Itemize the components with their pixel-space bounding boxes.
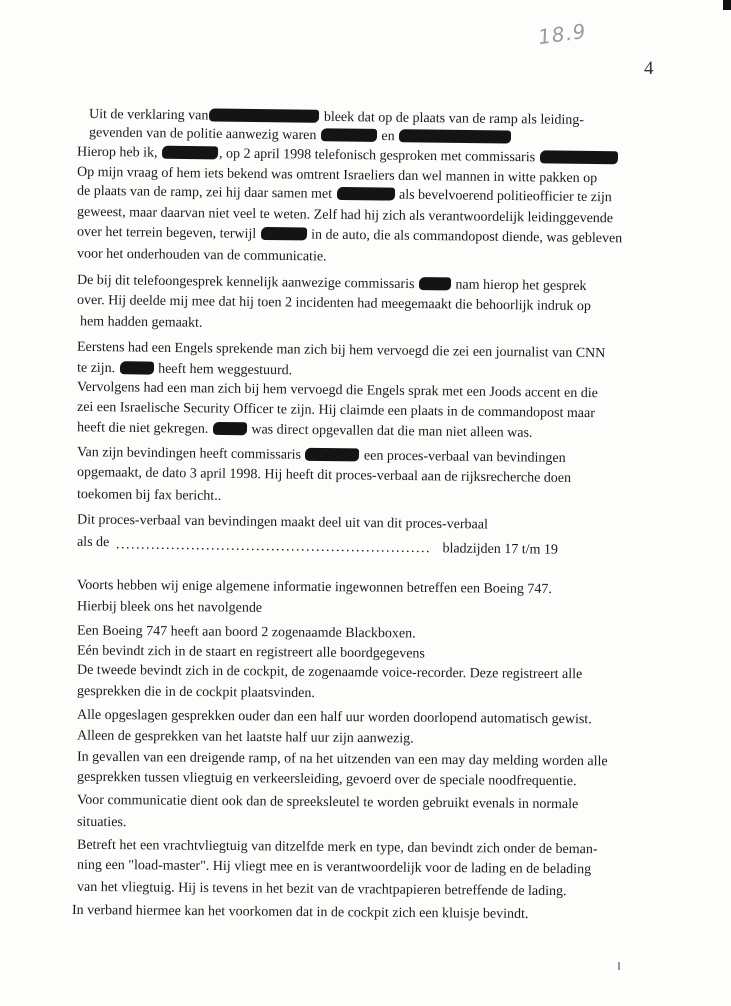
text-line bbox=[77, 880, 567, 900]
line-text: ning een "load-master". Hij vliegt mee en is verantwoordelijk voor de lading en de belading bbox=[76, 857, 592, 878]
line-text: gevenden van de politie aanwezig waren bbox=[88, 125, 321, 144]
text-line bbox=[77, 225, 622, 248]
line-text: hem hadden gemaakt. bbox=[79, 314, 203, 331]
text-line bbox=[77, 246, 327, 265]
text-line bbox=[77, 643, 425, 662]
line-text: gesprekken die in de cockpit plaatsvinden. bbox=[76, 683, 316, 702]
text-line bbox=[77, 293, 591, 315]
handwritten-note: 18.9 bbox=[536, 18, 588, 50]
text-line bbox=[77, 858, 591, 878]
line-text: voor het onderhouden van de communicatie. bbox=[76, 246, 327, 265]
line-text: , op 2 april 1998 telefonisch gesproken met commissaris bbox=[218, 146, 539, 166]
text-line bbox=[77, 420, 533, 442]
line-text: Eerstens had een Engels sprekende man zich bij hem vervoegd die zei een journalist van CNN bbox=[76, 339, 606, 362]
line-text: Eén bevindt zich in de staart en registreert alle boordgegevens bbox=[76, 643, 425, 662]
line-text: Een Boeing 747 heeft aan boord 2 zogenaamde Blackboxen. bbox=[76, 623, 416, 642]
text-line bbox=[77, 815, 127, 831]
line-text: In verband hiermee kan het voorkomen dat in de cockpit zich een kluisje bevindt. bbox=[71, 903, 529, 922]
text-line bbox=[77, 599, 262, 617]
text-line bbox=[77, 465, 571, 487]
redaction-block bbox=[419, 277, 451, 290]
line-text: De bij dit telefoongesprek kennelijk aanwezige commissaris bbox=[76, 272, 419, 293]
line-text: Op mijn vraag of hem iets bekend was omtrent Israeliers dan wel mannen in witte pakken op bbox=[76, 164, 598, 187]
line-text: was direct opgevallen dat die man niet alleen was. bbox=[247, 422, 533, 441]
line-text: Voorts hebben wij enige algemene informatie ingewonnen betreffen een Boeing 747. bbox=[76, 577, 553, 598]
scan-artifact bbox=[618, 962, 620, 970]
line-text: heeft hem weggestuurd. bbox=[154, 361, 293, 379]
page-reference: bladzijden 17 t/m 19 bbox=[442, 541, 559, 558]
line-text: te zijn. bbox=[76, 360, 119, 377]
redaction-block bbox=[540, 150, 618, 164]
redaction-block bbox=[399, 129, 511, 143]
scan-corner-mark bbox=[723, 0, 731, 10]
line-text: een proces-verbaal van bevindingen bbox=[360, 448, 566, 466]
text-line bbox=[72, 903, 529, 923]
line-text: opgemaakt, de dato 3 april 1998. Hij heeft dit proces-verbaal aan de rijksrecherche doen bbox=[76, 464, 572, 487]
line-text: als bevelvoerend politieofficier te zijn bbox=[395, 187, 612, 206]
text-line bbox=[77, 578, 552, 598]
text-line bbox=[77, 750, 608, 771]
text-line bbox=[77, 535, 109, 551]
line-text: Alle opgeslagen gesprekken ouder dan een half uur worden doorlopend automatisch gewist. bbox=[76, 707, 592, 728]
text-line bbox=[77, 663, 582, 683]
line-text: Voor communicatie dient ook dan de spreeksleutel te worden gebruikt evenals in normale bbox=[76, 792, 579, 813]
text-line bbox=[77, 205, 613, 228]
redaction-block bbox=[336, 187, 394, 201]
text-line bbox=[77, 684, 315, 702]
text-line bbox=[77, 624, 416, 643]
text-line bbox=[77, 487, 221, 505]
redaction-block bbox=[209, 108, 319, 122]
text-line bbox=[80, 314, 203, 331]
text-line bbox=[77, 445, 566, 467]
line-text: over. Hij deelde mij mee dat hij toen 2 incidenten had meegemaakt die behoorlijk indruk op bbox=[76, 292, 592, 315]
redaction-block bbox=[305, 448, 359, 462]
line-text: nam hierop het gesprek bbox=[451, 277, 587, 295]
line-text: toekomen bij fax bericht.. bbox=[76, 487, 222, 504]
line-text: Van zijn bevindingen heeft commissaris bbox=[76, 445, 305, 463]
line-text: In gevallen van een dreigende ramp, of na het uitzenden van een may day melding worden alle bbox=[76, 749, 608, 770]
line-text: heeft die niet gekregen. bbox=[76, 420, 212, 437]
page-number: 4 bbox=[644, 58, 654, 79]
line-text: als de bbox=[76, 534, 110, 551]
text-line bbox=[77, 838, 598, 859]
redaction-block bbox=[120, 361, 154, 374]
page-reference-line bbox=[116, 537, 558, 558]
line-text: en bbox=[377, 128, 399, 145]
line-text: over het terrein begeven, terwijl bbox=[76, 224, 260, 242]
text-line bbox=[77, 340, 605, 362]
text-line bbox=[77, 184, 612, 207]
line-text: Hierop heb ik, bbox=[76, 144, 162, 161]
text-line bbox=[77, 793, 578, 813]
redaction-block bbox=[261, 227, 307, 241]
text-line bbox=[77, 145, 619, 168]
line-text: Betreft het een vrachtvliegtuig van ditzelfde merk en type, dan bevindt zich onder de beman- bbox=[76, 837, 598, 858]
line-text: zei een Israelische Security Officer te zijn. Hij claimde een plaats in de commandopost maar bbox=[76, 399, 596, 422]
line-text: in de auto, die als commandopost diende, was gebleven bbox=[307, 227, 623, 247]
line-text: geweest, maar daarvan niet veel te weten. Zelf had hij zich als verantwoordelijk leidinggevende bbox=[76, 204, 614, 227]
line-text: de plaats van de ramp, zei hij daar samen met bbox=[76, 183, 336, 202]
redaction-block bbox=[321, 128, 377, 142]
line-text: De tweede bevindt zich in de cockpit, de zogenaamde voice-recorder. Deze registreert alle bbox=[76, 662, 583, 683]
line-text: Alleen de gesprekken van het laatste half uur zijn aanwezig. bbox=[76, 728, 414, 747]
line-text: Hierbij bleek ons het navolgende bbox=[76, 599, 263, 616]
text-line bbox=[89, 125, 512, 146]
line-text: bleek dat op de plaats van de ramp als leiding- bbox=[320, 109, 585, 129]
text-line bbox=[77, 512, 488, 533]
redaction-block bbox=[162, 146, 218, 160]
redaction-block bbox=[213, 422, 247, 435]
text-line bbox=[77, 273, 587, 295]
text-line bbox=[77, 380, 598, 402]
text-line bbox=[77, 729, 414, 748]
text-line bbox=[77, 400, 595, 422]
leader-dots: ............................................................... bbox=[115, 537, 432, 557]
text-line bbox=[77, 708, 592, 728]
line-text: van het vliegtuig. Hij is tevens in het bezit van de vrachtpapieren betreffende de lading. bbox=[76, 879, 567, 900]
line-text: situaties. bbox=[76, 814, 127, 831]
line-text: Uit de verklaring van bbox=[88, 106, 209, 124]
text-line bbox=[77, 361, 292, 380]
line-text: Dit proces-verbaal van bevindingen maakt deel uit van dit proces-verbaal bbox=[76, 512, 488, 533]
line-text: gesprekken tussen vliegtuig en verkeersleiding, gevoerd over de speciale noodfrequentie. bbox=[76, 769, 577, 790]
text-line bbox=[77, 770, 577, 790]
line-text: Vervolgens had een man zich bij hem vervoegd die Engels sprak met een Joods accent en die bbox=[76, 379, 599, 402]
